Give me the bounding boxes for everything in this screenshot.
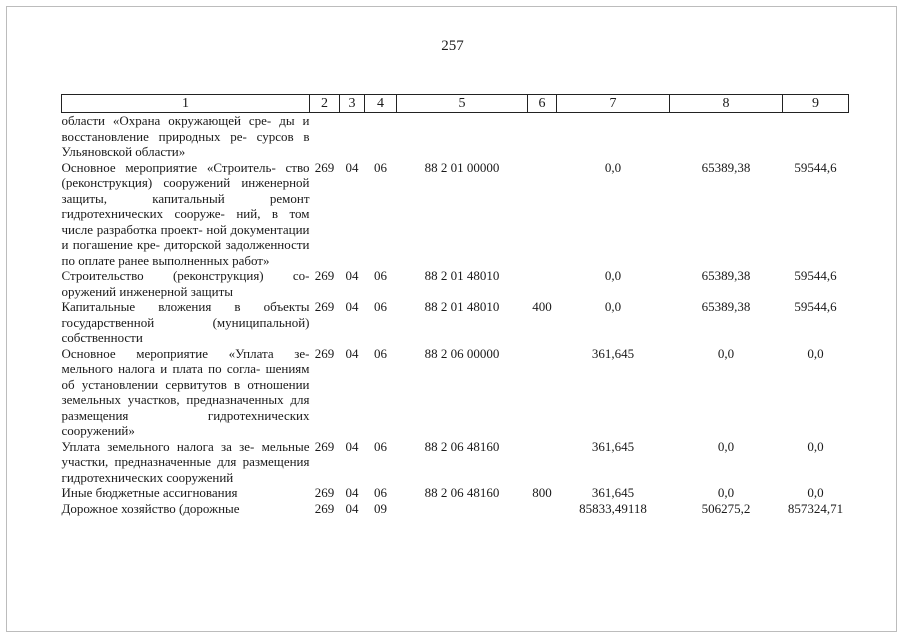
cell-code-4 [365,113,397,160]
cell-code-5: 88 2 06 48160 [424,485,500,500]
cell-code-4: 06 [374,268,387,283]
cell-code-4: 06 [374,299,387,314]
cell-value-7: 361,645 [591,438,635,454]
cell-code-3: 04 [345,485,359,500]
row-name: Иные бюджетные ассигнования [61,485,238,500]
row-name: Строительство (реконструкция) со- оружений инженерной защиты [61,268,310,299]
row-name: Основное мероприятие «Уплата зе- мельного налога и плата по согла- шениям об установлении сервитутов в отношении земельных участков, предназначенных для размещения гидротехнических сооружений» [61,345,310,438]
cell-value-8: 0,0 [717,485,735,500]
cell-value-9: 59544,6 [794,159,837,175]
cell-value-7 [557,113,670,160]
row-name: Дорожное хозяйство (дорожные [61,500,240,516]
cell-code-5: 88 2 01 48010 [424,299,500,314]
cell-code-6 [528,113,557,160]
budget-table [61,94,849,516]
column-header-3: 3 [340,95,365,113]
cell-code-2: 269 [314,485,335,500]
cell-code-3: 04 [345,500,359,516]
cell-value-9: 0,0 [807,485,824,500]
cell-code-4: 06 [374,438,387,454]
table-row [62,268,849,299]
row-name: Уплата земельного налога за зе- мельные участки, предназначенные для размещения гидротехнических сооружений [61,438,310,485]
cell-value-8: 65389,38 [701,268,751,283]
cell-code-2: 269 [314,299,335,314]
cell-code-3: 04 [345,299,359,314]
table-row [62,346,849,439]
cell-value-7: 0,0 [604,159,622,175]
column-header-7: 7 [557,95,670,113]
table-row [62,160,849,269]
cell-code-3: 04 [345,438,359,454]
table-row [62,439,849,486]
cell-code-5: 88 2 01 48010 [424,268,500,283]
cell-code-6: 400 [532,299,552,314]
column-header-2: 2 [310,95,340,113]
cell-value-8 [670,113,783,160]
cell-code-6 [528,439,557,486]
column-header-4: 4 [365,95,397,113]
table-row [62,299,849,346]
table-row [62,113,849,160]
cell-code-6: 800 [532,485,552,500]
table-row [62,485,849,501]
cell-code-4: 06 [374,345,387,361]
cell-value-8: 0,0 [717,345,735,361]
cell-code-3: 04 [345,345,359,361]
table-header-row [62,95,849,113]
column-header-5: 5 [397,95,528,113]
cell-code-6 [528,501,557,517]
cell-code-5: 88 2 01 00000 [424,159,500,175]
cell-value-7: 0,0 [604,268,622,283]
cell-value-9 [783,113,849,160]
cell-code-3: 04 [345,268,359,283]
cell-code-5: 88 2 06 00000 [424,345,500,361]
cell-value-9: 0,0 [807,438,824,454]
cell-code-5 [397,113,528,160]
cell-code-2: 269 [314,159,335,175]
column-header-8: 8 [670,95,783,113]
row-name: области «Охрана окружающей сре- ды и восстановление природных ре- сурсов в Ульяновской области» [61,113,310,159]
page-number: 257 [441,38,464,54]
column-header-6: 6 [528,95,557,113]
cell-value-9: 59544,6 [794,268,837,283]
cell-value-9: 0,0 [807,345,824,361]
cell-code-2 [310,113,340,160]
cell-code-3 [340,113,365,160]
cell-code-2: 269 [314,268,335,283]
table-row [62,501,849,517]
cell-code-6 [528,346,557,439]
cell-code-4: 06 [374,159,387,175]
row-name: Основное мероприятие «Строитель- ство (реконструкция) сооружений инженерной защиты, капитальный ремонт гидротехнических сооруже- ний, в том числе разработка проект- ной документации и погашение кре- диторской задолженности по оплате ранее выполненных работ» [61,159,310,268]
cell-code-2: 269 [314,438,335,454]
cell-code-3: 04 [345,159,359,175]
column-header-9: 9 [783,95,849,113]
cell-code-5 [397,501,528,517]
cell-value-8: 0,0 [717,438,735,454]
cell-value-7: 0,0 [604,299,622,314]
cell-code-4: 06 [374,485,387,500]
cell-code-6 [528,268,557,299]
column-header-1: 1 [62,95,310,113]
cell-value-7: 85833,49118 [579,500,647,516]
cell-value-7: 361,645 [591,485,635,500]
cell-value-8: 65389,38 [701,159,751,175]
row-name: Капитальные вложения в объекты государственной (муниципальной) собственности [61,299,310,345]
cell-code-4: 09 [374,500,387,516]
cell-value-9: 59544,6 [794,299,837,314]
cell-value-8: 506275,2 [701,500,751,516]
cell-value-7: 361,645 [591,345,635,361]
cell-value-8: 65389,38 [701,299,751,314]
cell-code-5: 88 2 06 48160 [424,438,500,454]
cell-value-9: 857324,71 [787,500,844,516]
cell-code-2: 269 [314,500,335,516]
cell-code-2: 269 [314,345,335,361]
cell-code-6 [528,160,557,269]
